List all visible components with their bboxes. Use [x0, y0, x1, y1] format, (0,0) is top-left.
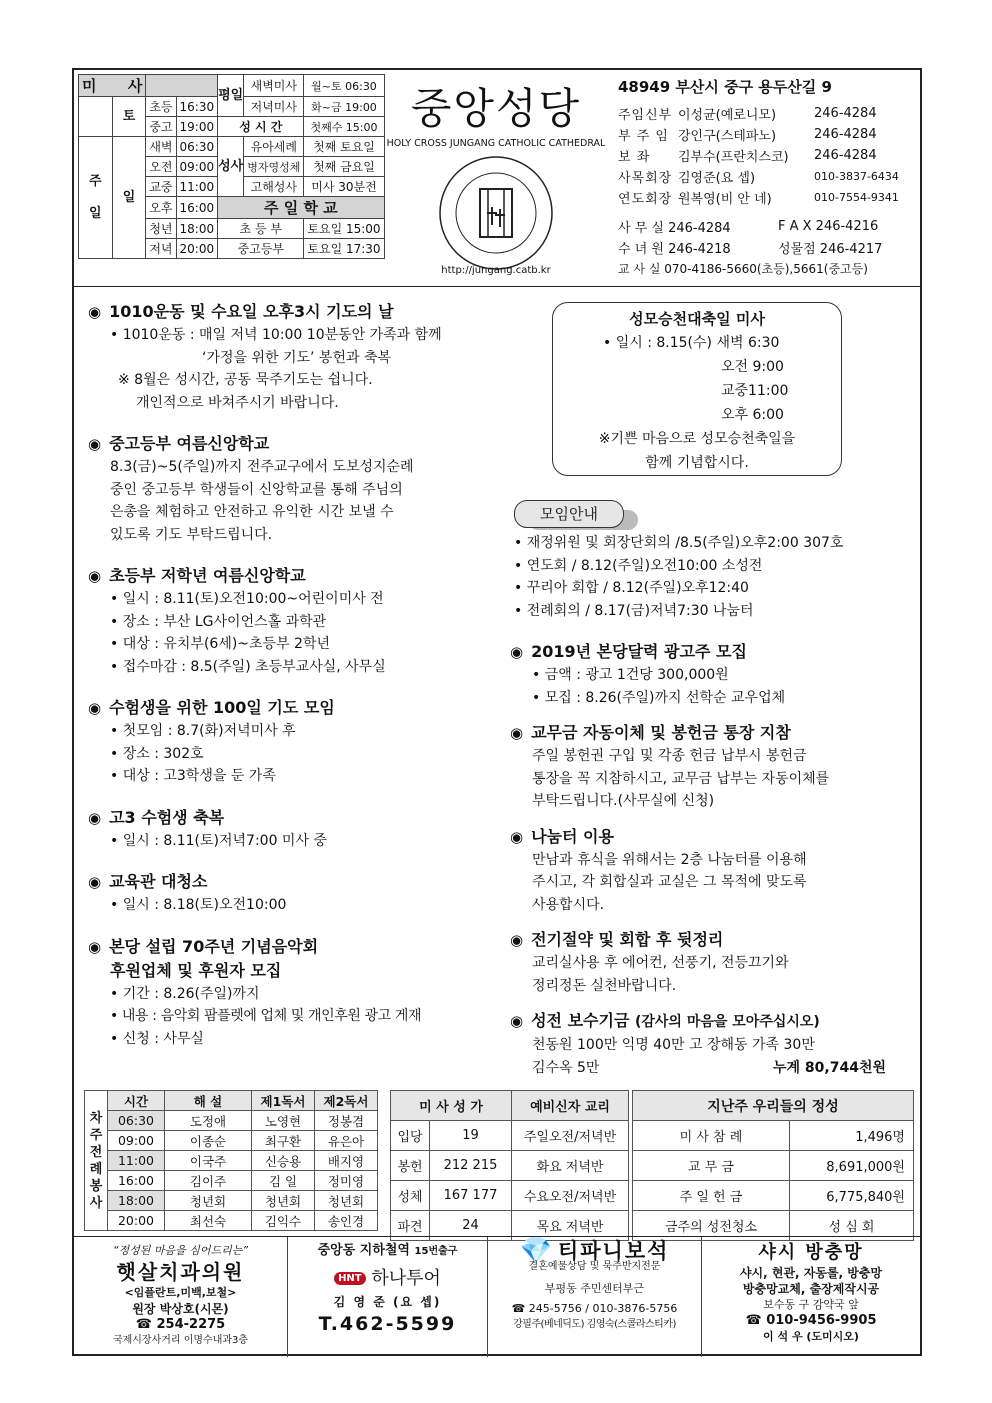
notice-energy: ◉ 전기절약 및 회합 후 뒷정리 교리실사용 후 에어컨, 선풍기, 전등끄기와 정리정돈 실천바랍니다.: [510, 930, 789, 994]
table-row: 교 무 금 8,691,000원: [633, 1151, 914, 1181]
bulletin-page: [72, 68, 922, 1356]
list-item: • 꾸리아 회합 / 8.12(주일)오후12:40: [514, 580, 749, 596]
list-item: • 연도회 / 8.12(주일)오전10:00 소성전: [514, 557, 763, 574]
church-english-name: HOLY CROSS JUNGANG CATHOLIC CATHEDRAL: [386, 138, 606, 149]
table-row: 18:00 청년회 청년회 청년회: [85, 1191, 378, 1211]
notice-concert: ◉ 본당 설립 70주년 기념음악회 후원업체 및 후원자 모집 • 기간 : 8.26(주일)까지 • 내용 : 음악회 팜플렛에 업체 및 개인후원 광고 게재 • 신청 : 사무실: [88, 936, 422, 1047]
table-row: 봉헌 212 215 화요 저녁반: [391, 1151, 629, 1181]
office-row: 수 녀 원 246-4218 성물점 246-4217: [618, 242, 883, 257]
cathedral-seal-icon: [436, 153, 556, 273]
bullet-icon: ◉: [88, 937, 102, 956]
notice-cleaning: ◉ 교육관 대청소 • 일시 : 8.18(토)오전10:00: [88, 872, 287, 913]
notice-calendar-ads: ◉ 2019년 본당달력 광고주 모집 • 금액 : 광고 1건당 300,000원 • 모집 : 8.26(주일)까지 선학순 교우업체: [510, 642, 786, 706]
staff-row: 부 주 임 강인구(스테파노) 246-4284: [618, 127, 877, 144]
bullet-icon: ◉: [88, 808, 102, 827]
ad-dental: “정성된 마음을 심어드리는” 햇살치과의원 <임플란트,미백,보철> 원장 박상호(시몬) ☎ 254-2275 국제시장사거리 이명수내과3층: [74, 1237, 288, 1357]
church-logo: [386, 74, 606, 280]
meeting-label: 모임안내: [514, 500, 624, 528]
table-row: 입당 19 주일오전/저녁반: [391, 1121, 629, 1151]
mass-title-cell: 미 사: [79, 75, 146, 97]
list-item: • 전례회의 / 8.17(금)저녁7:30 나눔터: [514, 602, 754, 619]
sunday-label-left: 주 일: [79, 137, 113, 259]
table-row: 06:30 도정애 노영현 정봉겸: [85, 1111, 378, 1131]
bullet-icon: ◉: [510, 1012, 524, 1030]
table-row: 파견 24 목요 저녁반: [391, 1211, 629, 1241]
ad-travel: 중앙동 지하철역 15번출구 HNT 하나투어 김 영 준 (요 셉) T.462-5599: [288, 1237, 488, 1357]
table-row: 11:00 이국주 신승용 배지영: [85, 1151, 378, 1171]
church-info: [618, 76, 918, 279]
ad-jewelry: 💎 티파니보석 결혼예물상담 및 묵주반지전문 부평동 주민센터부근 ☎ 245-5756 / 010-3876-5756 강필주(베네딕도) 김영숙(스콜라스티카): [488, 1237, 702, 1357]
liturgy-duty-table: 차주전례봉사 시간 해 설 제1독서 제2독서 06:30 도정애 노영현 정봉겸 09:00 이종순 최구환 유은아 11:00 이국주 신승용 배지영 16:00 김이주 김 일 정미영 18:00 청년회 청년회 청년회 20:00 최선숙 김익수 송인경: [84, 1090, 378, 1231]
staff-row: 연도회장 원복영(비 안 네) 010-7554-9341: [618, 191, 899, 207]
bullet-icon: ◉: [510, 724, 524, 742]
mass-schedule-table: 미 사 평일 새벽미사 월~토 06:30 토 초등 16:30 저녁미사 화~금 19:00 중고 19:00 성 시 간 첫째수 15:00 주 일 일 새벽 06:30 성사 유아세례 첫째 토요일 오전 09:00 병자영성체 첫째 금요일 교중 11:00 고해성사 미사 30분전 오후 16:00 주 일 학 교 청년 18:00 초 등 부 토요일 15:00 저녁 20:00 중고등부 토요일 17:30: [78, 74, 385, 259]
bullet-icon: ◉: [88, 435, 102, 453]
weekday-label: 평일: [218, 75, 244, 117]
saturday-label: 토: [112, 97, 146, 137]
bullet-icon: ◉: [88, 567, 102, 585]
bullet-icon: ◉: [88, 303, 102, 321]
sunday-school-title: 주 일 학 교: [218, 197, 384, 219]
holy-hour-label: 성 시 간: [218, 117, 304, 137]
bullet-icon: ◉: [88, 699, 102, 717]
assumption-mass-box: 성모승천대축일 미사 • 일시 : 8.15(수) 새벽 6:30 오전 9:00 교중11:00 오후 6:00 ※기쁜 마음으로 성모승천축일을 함께 기념합시다.: [552, 302, 842, 476]
offering-table: 지난주 우리들의 정성 미 사 참 례 1,496명 교 무 금 8,691,000원 주 일 헌 금 6,775,840원 금주의 성전청소 성 심 회: [632, 1090, 914, 1241]
teacher-room-phone: 교 사 실 070-4186-5660(초등),5661(중고등): [618, 262, 868, 276]
ad-window: 샤시 방충망 샤시, 현관, 자동롤, 방충망 방충망교체, 출장제작시공 보수동 구 감약국 앞 ☎ 010-9456-9905 이 석 우 (도미시오): [739, 1242, 883, 1343]
table-row: 16:00 김이주 김 일 정미영: [85, 1171, 378, 1191]
sunday-label-right: 일: [112, 137, 146, 259]
travel-logo-icon: HNT: [334, 1272, 366, 1285]
bullet-icon: ◉: [510, 827, 524, 846]
notice-elementary-camp: ◉ 초등부 저학년 여름신앙학교 • 일시 : 8.11(토)오전10:00~어린이미사 전 • 장소 : 부산 LG사이언스홀 과학관 • 대상 : 유치부(6세)~초등부 2학년 • 접수마감 : 8.5(주일) 초등부교사실, 사무실: [88, 566, 386, 675]
bullet-icon: ◉: [88, 873, 102, 891]
church-name: 중앙성당: [410, 84, 582, 133]
left-notices: [88, 300, 508, 1068]
meeting-list: [514, 532, 920, 622]
table-row: 20:00 최선숙 김익수 송인경: [85, 1211, 378, 1231]
church-url[interactable]: http://jungang.catb.kr: [441, 265, 551, 276]
table-row: 성체 167 177 수요오전/저녁반: [391, 1181, 629, 1211]
church-address: 48949 부산시 중구 용두산길 9: [618, 78, 832, 96]
table-row: 주 일 헌 금 6,775,840원: [633, 1181, 914, 1211]
notice-lounge: ◉ 나눔터 이용 만남과 휴식을 위해서는 2층 나눔터를 이용해 주시고, 각 회합실과 교실은 그 목적에 맞도록 사용합시다.: [510, 826, 807, 913]
staff-row: 주임신부 이성균(예로니모) 246-4284: [618, 106, 877, 123]
ads-bar: [74, 1236, 920, 1357]
fund-total: 누계 80,744천원: [773, 1059, 886, 1076]
staff-row: 보 좌 김부수(프란치스코) 246-4284: [618, 148, 877, 165]
notice-1010: ◉ 1010운동 및 수요일 오후3시 기도의 날 • 1010운동 : 매일 저녁 10:00 10분동안 가족과 함께 ‘가정을 위한 기도’ 봉헌과 축복 ※ 8월은 성시간, 공동 묵주기도는 쉽니다. 개인적으로 바쳐주시기 바랍니다.: [88, 302, 442, 411]
table-row: 미 사 참 례 1,496명: [633, 1121, 914, 1151]
notice-building-fund: ◉ 성전 보수기금 (감사의 마음을 모아주십시오) 천동원 100만 익명 40만 고 장해동 가족 30만 김수옥 5만 누계 80,744천원: [510, 1009, 920, 1079]
sacrament-label: 성사: [218, 137, 244, 197]
notice-youth-camp: ◉ 중고등부 여름신앙학교 8.3(금)~5(주일)까지 전주교구에서 도보성지순례 중인 중고등부 학생들이 신앙학교를 통해 주님의 은총을 체험하고 안전하고 유익한 시간 보낼 수 있도록 기도 부탁드립니다.: [88, 434, 414, 543]
table-row: 금주의 성전청소 성 심 회: [633, 1211, 914, 1241]
bulletin-header: [74, 70, 920, 287]
office-row: 사 무 실 246-4284 F A X 246-4216: [618, 219, 879, 236]
notice-100day-prayer: ◉ 수험생을 위한 100일 기도 모임 • 첫모임 : 8.7(화)저녁미사 후 • 장소 : 302호 • 대상 : 고3학생을 둔 가족: [88, 698, 335, 784]
duty-side-label: 차주전례봉사: [85, 1091, 108, 1231]
hymn-catechumen-table: 미 사 성 가 예비신자 교리 입당 19 주일오전/저녁반 봉헌 212 215 화요 저녁반 성체 167 177 수요오전/저녁반 파견 24 목요 저녁반: [390, 1090, 629, 1241]
diamond-icon: 💎: [519, 1236, 552, 1266]
table-row: 09:00 이종순 최구환 유은아: [85, 1131, 378, 1151]
staff-row: 사목회장 김영준(요 셉) 010-3837-6434: [618, 170, 899, 186]
notice-autopay: ◉ 교무금 자동이체 및 봉헌금 통장 지참 주일 봉헌권 구입 및 각종 헌금 납부시 봉헌금 통장을 꼭 지참하시고, 교무금 납부는 자동이체를 부탁드립니다.(사무실에 신청): [510, 723, 830, 809]
right-notices: [510, 640, 920, 1079]
bullet-icon: ◉: [510, 931, 524, 949]
bullet-icon: ◉: [510, 643, 524, 661]
list-item: • 재정위원 및 회장단회의 /8.5(주일)오후2:00 307호: [514, 535, 844, 551]
notice-exam-blessing: ◉ 고3 수험생 축복 • 일시 : 8.11(토)저녁7:00 미사 중: [88, 807, 327, 849]
